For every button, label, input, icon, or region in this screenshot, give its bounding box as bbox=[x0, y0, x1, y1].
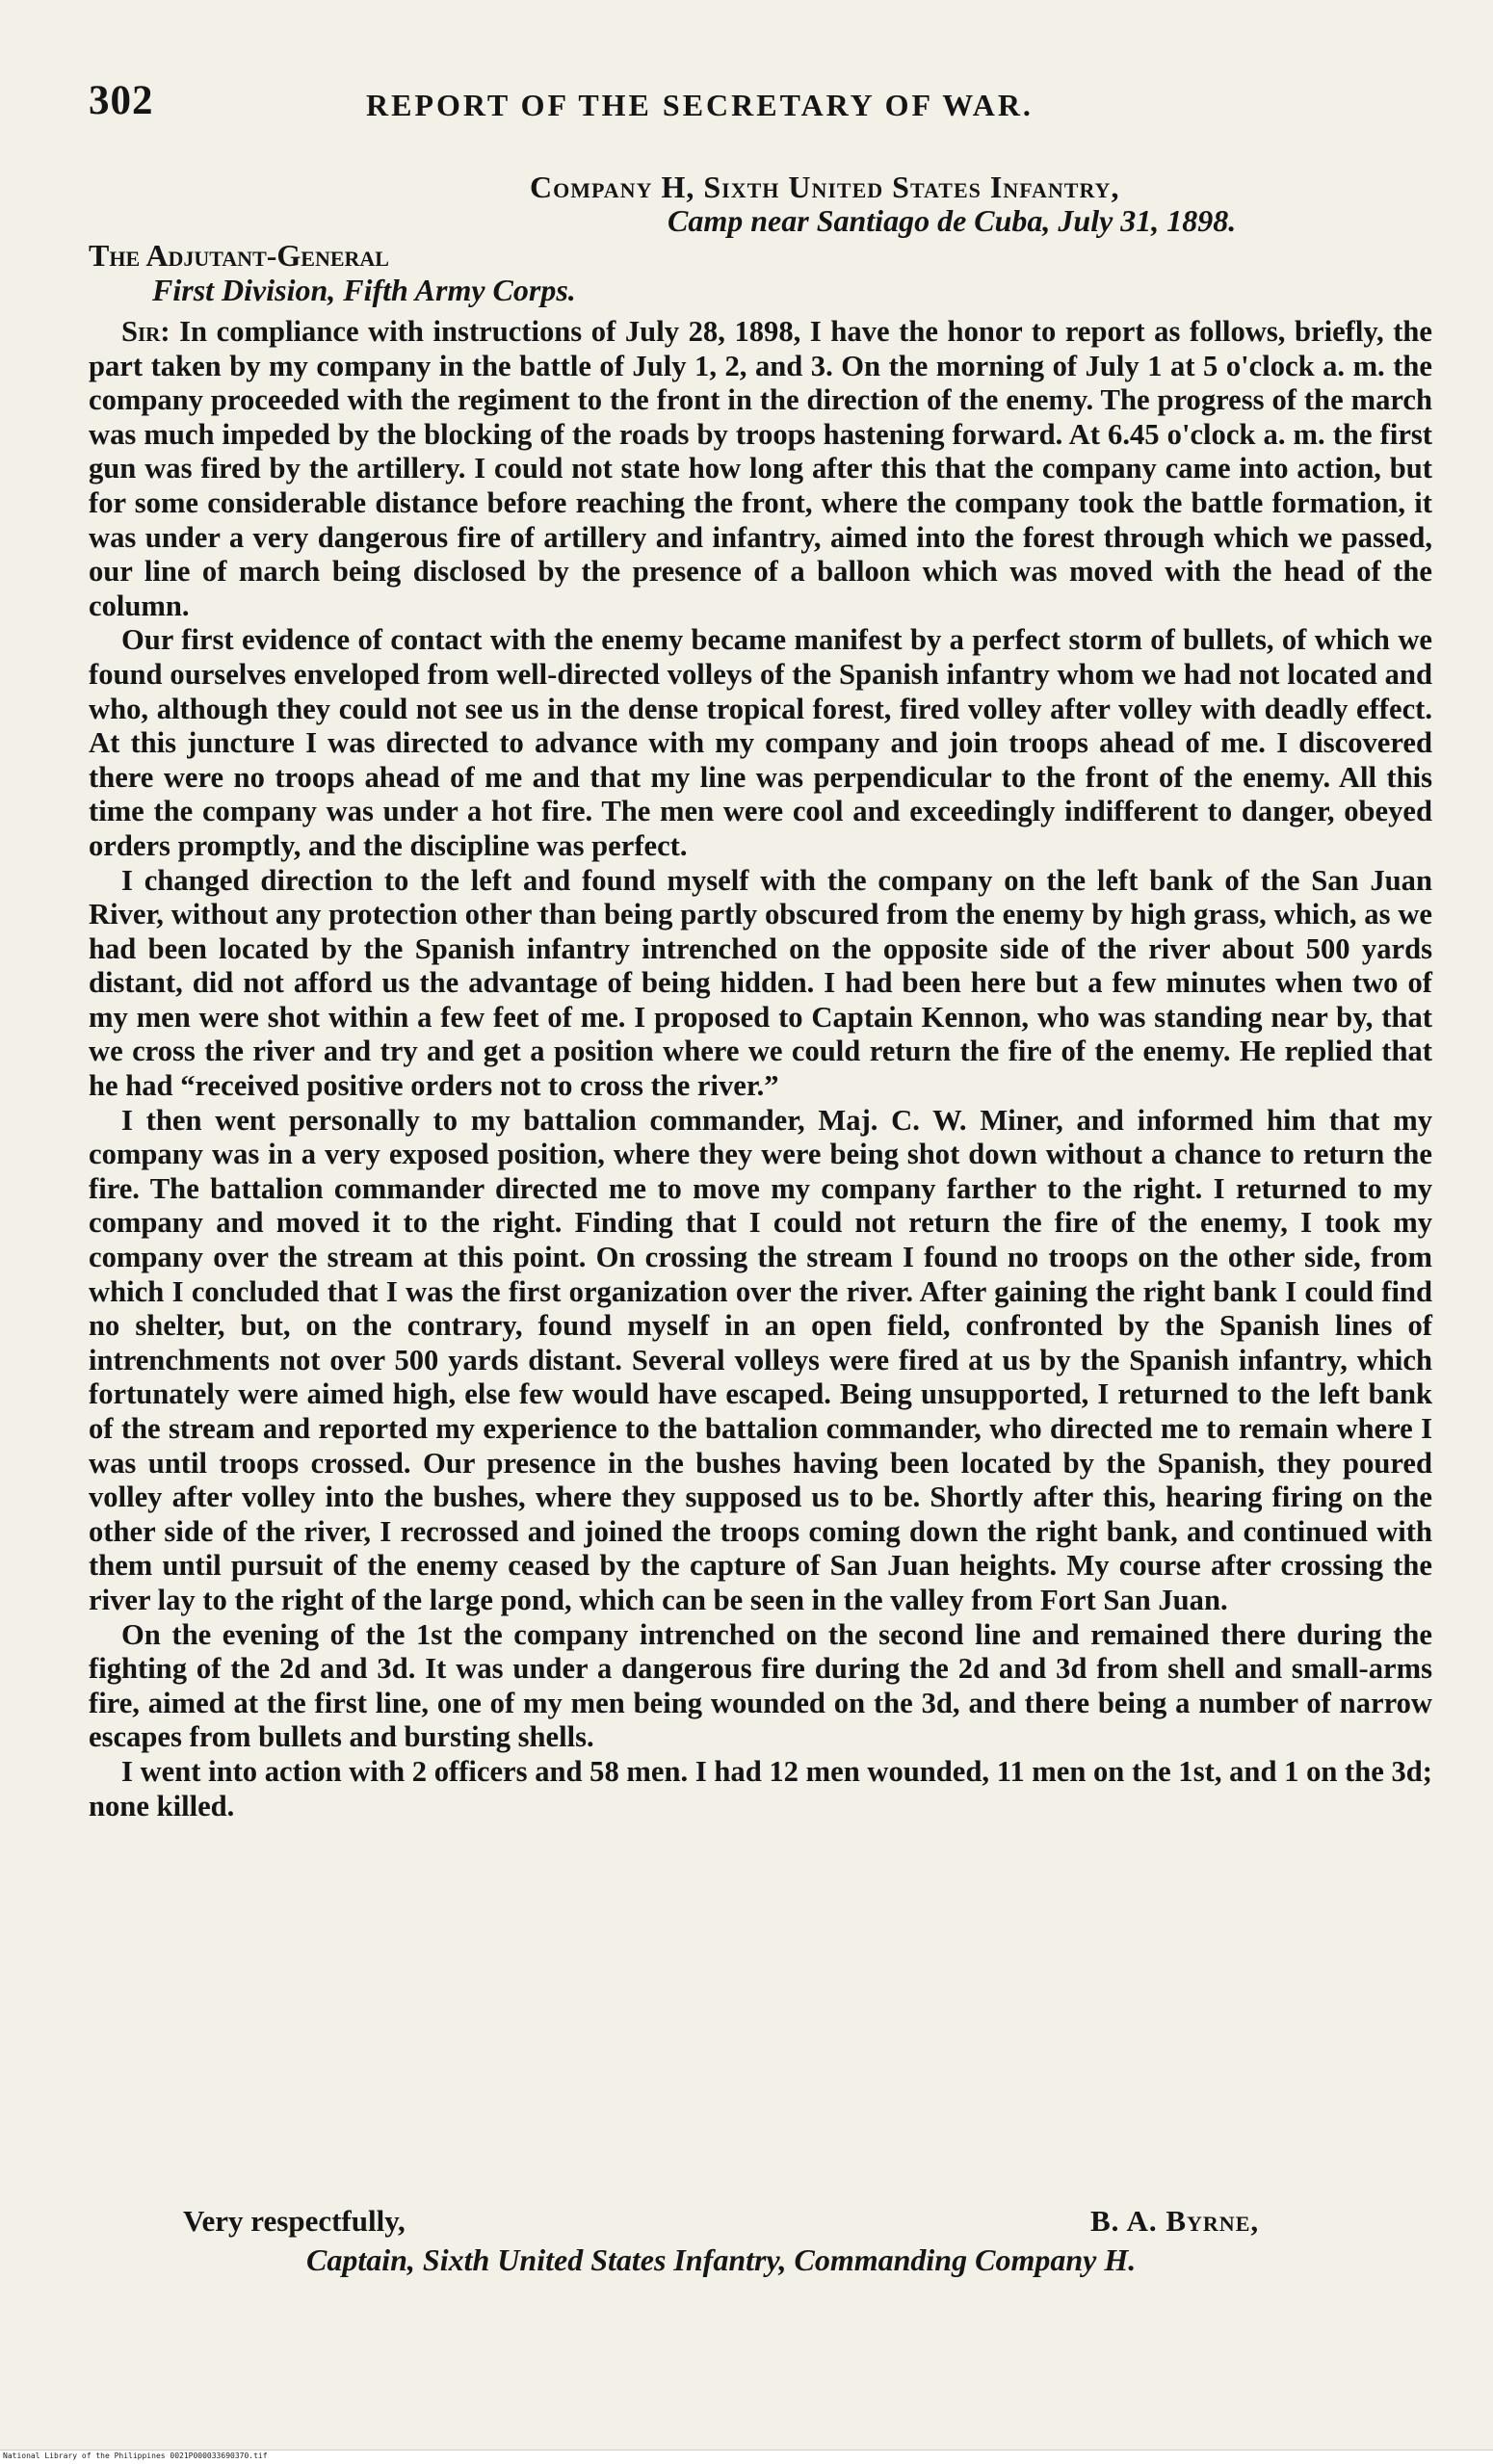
running-head: REPORT OF THE SECRETARY OF WAR. bbox=[366, 88, 1034, 122]
salutation: Sir: bbox=[121, 315, 170, 348]
letter-body bbox=[89, 315, 1432, 1823]
scan-label: National Library of the Philippines 0021P000033690370.tif bbox=[3, 2451, 268, 2460]
signer-name: B. A. Byrne, bbox=[1090, 2204, 1260, 2238]
camp-date-line: Camp near Santiago de Cuba, July 31, 1898. bbox=[668, 203, 1237, 238]
paragraph-1-text: In compliance with instructions of July 28, 1898, I have the honor to report as follows, briefly, the part taken by my company in the battle of July 1, 2, and 3. On the morning of July 1 at 5 o'clock a. m. the company proceeded with the regiment to the front in the direction of the enemy. The progress of the march was much impeded by the blocking of the roads by troops hastening forward. At 6.45 o'clock a. m. the first gun was fired by the artillery. I could not state how long after this that the company came into action, but for some considerable distance before reaching the front, where the company took the battle formation, it was under a very dangerous fire of artillery and infantry, aimed into the forest through which we passed, our line of march being disclosed by the presence of a balloon which was moved with the head of the column. bbox=[89, 315, 1432, 622]
paragraph-2: Our first evidence of contact with the enemy became manifest by a perfect storm of bullets, of which we found ourselves enveloped from well-directed volleys of the Spanish infantry whom we had not located and who, although they could not see us in the dense tropical forest, fired volley after volley with deadly effect. At this juncture I was directed to advance with my company and join troops ahead of me. I discovered there were no troops ahead of me and that my line was perpendicular to the front of the enemy. All this time the company was under a hot fire. The men were cool and exceedingly indifferent to danger, obeyed orders promptly, and the discipline was perfect. bbox=[89, 623, 1432, 862]
company-heading: Company H, Sixth United States Infantry, bbox=[530, 170, 1120, 204]
scan-footer bbox=[0, 2450, 1493, 2464]
paragraph-6: I went into action with 2 officers and 58 men. I had 12 men wounded, 11 men on the 1st, and 1 on the 3d; none killed. bbox=[89, 1754, 1432, 1822]
paragraph-3: I changed direction to the left and found myself with the company on the left bank of the San Juan River, without any protection other than being partly obscured from the enemy by high grass, which, as we had been located by the Spanish infantry intrenched on the opposite side of the river about 500 yards distant, did not afford us the advantage of being hidden. I had been here but a few minutes when two of my men were shot within a few feet of me. I proposed to Captain Kennon, who was standing near by, that we cross the river and try and get a position where we could return the fire of the enemy. He replied that he had “received positive orders not to cross the river.” bbox=[89, 863, 1432, 1103]
page-number: 302 bbox=[89, 78, 154, 123]
signer-title: Captain, Sixth United States Infantry, Commanding Company H. bbox=[306, 2242, 1137, 2277]
paragraph-1 bbox=[89, 315, 1432, 623]
closing-line: Very respectfully, bbox=[183, 2204, 406, 2238]
paragraph-4: I then went personally to my battalion commander, Maj. C. W. Miner, and informed him that my company was in a very exposed position, where they were being shot down without a chance to return the fire. The battalion commander directed me to move my company farther to the right. I returned to my company and moved it to the right. Finding that I could not return the fire of the enemy, I took my company over the stream at this point. On crossing the stream I found no troops on the other side, from which I concluded that I was the first organization over the river. After gaining the right bank I could find no shelter, but, on the contrary, found myself in an open field, confronted by the Spanish lines of intrenchments not over 500 yards distant. Several volleys were fired at us by the Spanish infantry, which fortunately were aimed high, else few would have escaped. Being unsupported, I returned to the left bank of the stream and reported my experience to the battalion commander, who directed me to remain where I was until troops crossed. Our presence in the bushes having been located by the Spanish, they poured volley after volley into the bushes, where they supposed us to be. Shortly after this, hearing firing on the other side of the river, I recrossed and joined the troops coming down the right bank, and continued with them until pursuit of the enemy ceased by the capture of San Juan heights. My course after crossing the river lay to the right of the large pond, which can be seen in the valley from Fort San Juan. bbox=[89, 1103, 1432, 1616]
division-line: First Division, Fifth Army Corps. bbox=[152, 273, 576, 307]
paragraph-5: On the evening of the 1st the company intrenched on the second line and remained there during the fighting of the 2d and 3d. It was under a dangerous fire during the 2d and 3d from shell and small-arms fire, aimed at the first line, one of my men being wounded on the 3d, and there being a number of narrow escapes from bullets and bursting shells. bbox=[89, 1617, 1432, 1754]
addressee-line: The Adjutant-General bbox=[89, 238, 389, 273]
